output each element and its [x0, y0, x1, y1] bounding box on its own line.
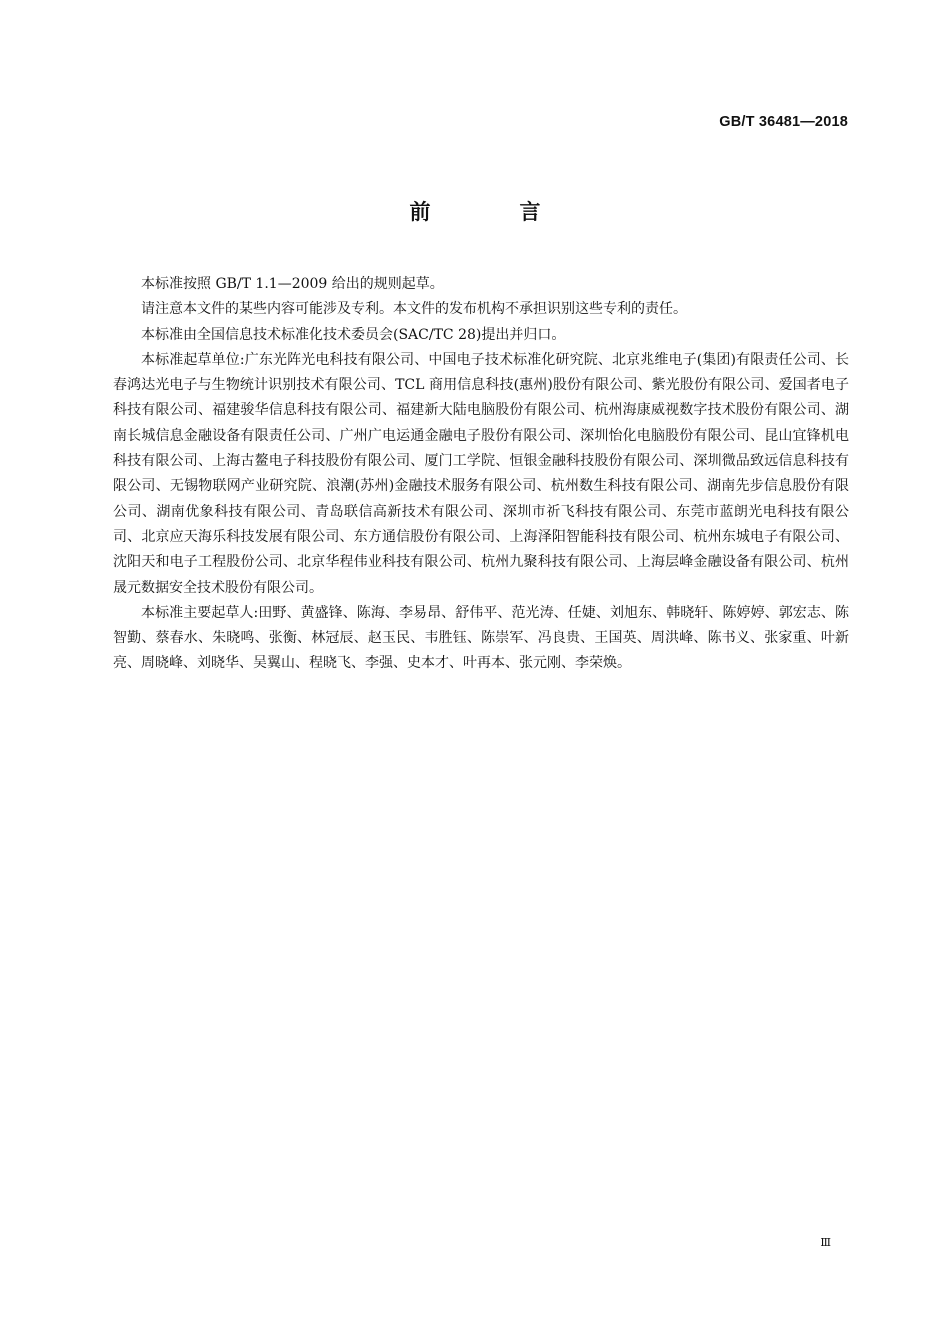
paragraph-patent-notice: 请注意本文件的某些内容可能涉及专利。本文件的发布机构不承担识别这些专利的责任。 [141, 301, 687, 318]
page-title: 前 言 [409, 200, 575, 224]
paragraph-proposer: 本标准由全国信息技术标准化技术委员会(SAC/TC 28)提出并归口。 [141, 326, 566, 343]
paragraph-drafting-rules: 本标准按照 GB/T 1.1—2009 给出的规则起草。 [141, 276, 444, 292]
foreword-body [113, 272, 849, 677]
paragraph-drafting-units: 本标准起草单位:广东光阵光电科技有限公司、中国电子技术标准化研究院、北京兆维电子(集团)有限责任公司、长春鸿达光电子与生物统计识别技术有限公司、TCL 商用信息科技(惠州)股份有限公司、紫光股份有限公司、爱国者电子科技有限公司、福建骏华信息科技有限公司、福建新大陆电脑股份有限公司、杭州海康威视数字技术股份有限公司、湖南长城信息金融设备有限责任公司、广州广电运通金融电子股份有限公司、深圳怡化电脑股份有限公司、昆山宜锋机电科技有限公司、上海古鳌电子科技股份有限公司、厦门工学院、恒银金融科技股份有限公司、深圳微品致远信息科技有限公司、无锡物联网产业研究院、浪潮(苏州)金融技术服务有限公司、杭州数生科技有限公司、湖南先步信息股份有限公司、湖南优象科技有限公司、青岛联信高新技术有限公司、深圳市祈飞科技有限公司、东莞市蓝朗光电科技有限公司、北京应天海乐科技发展有限公司、东方通信股份有限公司、上海泽阳智能科技有限公司、杭州东城电子有限公司、沈阳天和电子工程股份公司、北京华程伟业科技有限公司、杭州九聚科技有限公司、上海层峰金融设备有限公司、杭州晟元数据安全技术股份有限公司。 [113, 351, 849, 596]
paragraph-drafters: 本标准主要起草人:田野、黄盛锋、陈海、李易昂、舒伟平、范光涛、任婕、刘旭东、韩晓轩、陈婷婷、郭宏志、陈智勤、蔡春水、朱晓鸣、张衡、林冠辰、赵玉民、韦胜钰、陈崇军、冯良贵、王国英、周洪峰、陈书义、张家重、叶新亮、周晓峰、刘晓华、吴翼山、程晓飞、李强、史本才、叶再本、张元刚、李荣焕。 [113, 604, 849, 672]
page-number: Ⅲ [820, 1236, 830, 1249]
standard-code: GB/T 36481—2018 [719, 114, 848, 130]
